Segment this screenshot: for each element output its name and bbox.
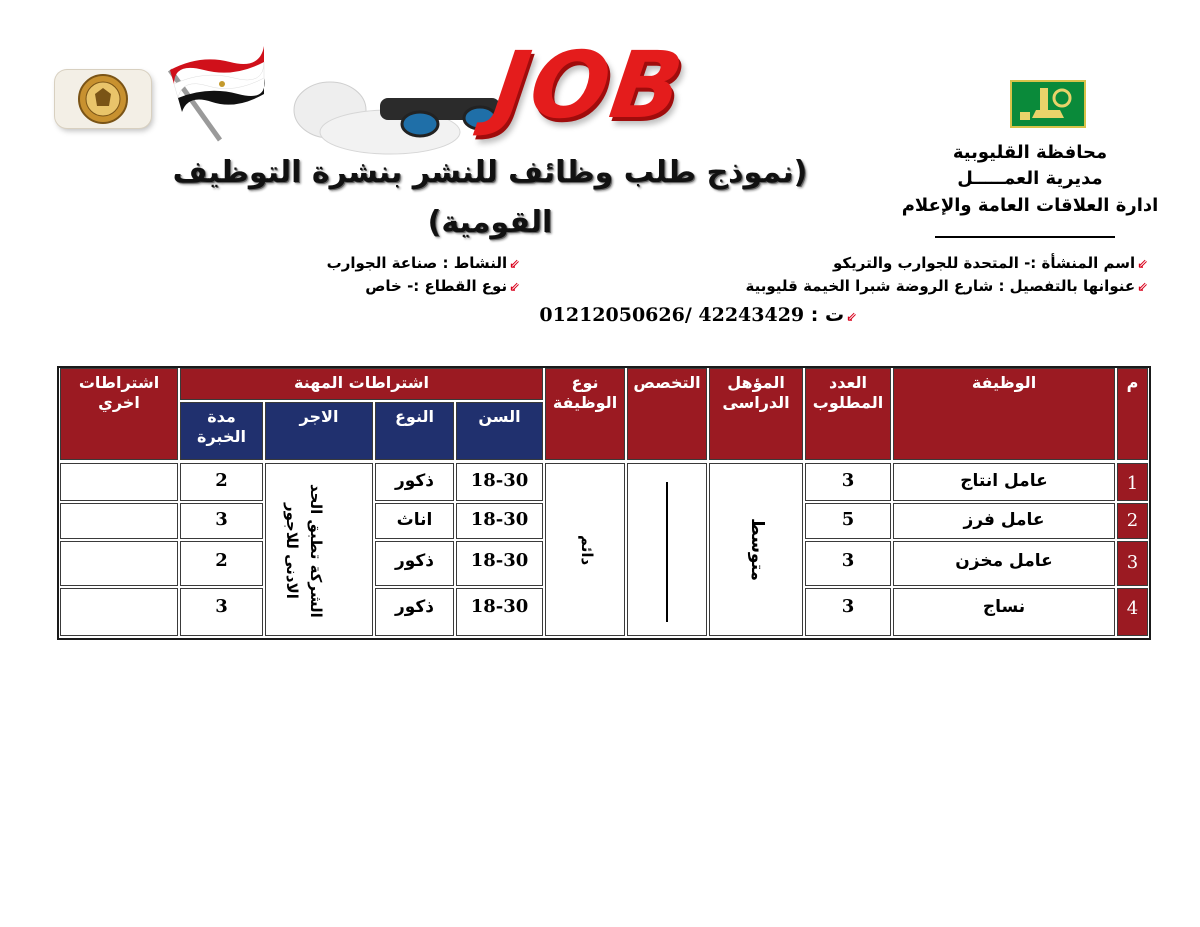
- row-other: [60, 588, 178, 636]
- row-index: 1: [1117, 463, 1148, 501]
- merged-job-type: [545, 463, 625, 636]
- row-gender: ذكور: [375, 463, 454, 501]
- row-other: [60, 463, 178, 501]
- org-directorate: مديرية العمـــــل: [957, 168, 1103, 189]
- bullet-arrow-icon: ⇙: [846, 310, 857, 325]
- row-count: 5: [805, 503, 891, 539]
- binoculars-figure-icon: [270, 70, 520, 160]
- header-gender: النوع: [375, 402, 454, 460]
- row-count: 3: [805, 463, 891, 501]
- row-age: 18-30: [456, 503, 543, 539]
- bullet-arrow-icon: ⇙: [1137, 257, 1148, 272]
- row-job: نساج: [893, 588, 1115, 636]
- merged-qualification: [709, 463, 803, 636]
- row-age: 18-30: [456, 541, 543, 586]
- egypt-flag-icon: [160, 40, 270, 145]
- row-index: 2: [1117, 503, 1148, 539]
- bullet-arrow-icon: ⇙: [1137, 280, 1148, 295]
- row-age: 18-30: [456, 588, 543, 636]
- governorate-logo: [1010, 80, 1086, 128]
- row-experience: 2: [180, 463, 263, 501]
- header-other: اشتراطات اخري: [60, 368, 178, 460]
- row-count: 3: [805, 588, 891, 636]
- row-index: 4: [1117, 588, 1148, 636]
- row-job: عامل انتاج: [893, 463, 1115, 501]
- header-qualification: المؤهل الدراسى: [709, 368, 803, 460]
- row-gender: ذكور: [375, 588, 454, 636]
- phone-numbers: 01212050626/ 42243429: [539, 304, 805, 326]
- establishment-phone: ⇙ت : 01212050626/ 42243429: [539, 304, 857, 326]
- header-count: العدد المطلوب: [805, 368, 891, 460]
- wage-value: الشركة تطبق الحد الادنى للاجور: [283, 484, 325, 618]
- row-experience: 3: [180, 588, 263, 636]
- row-experience: 2: [180, 541, 263, 586]
- bullet-arrow-icon: ⇙: [509, 257, 520, 272]
- qualification-value: متوسط: [747, 518, 767, 582]
- governorate-emblem-icon: [1012, 82, 1084, 126]
- header-job: الوظيفة: [893, 368, 1115, 460]
- row-gender: ذكور: [375, 541, 454, 586]
- row-other: [60, 541, 178, 586]
- job-heading: JOB: [487, 32, 692, 139]
- header-age: السن: [456, 402, 543, 460]
- row-count: 3: [805, 541, 891, 586]
- merged-wage: [265, 463, 373, 636]
- establishment-address: ⇙عنوانها بالتفصيل : شارع الروضة شبرا الخيمة قليوبية: [745, 277, 1148, 295]
- row-gender: اناث: [375, 503, 454, 539]
- divider: [935, 236, 1115, 238]
- row-job: عامل فرز: [893, 503, 1115, 539]
- header-requirements: اشتراطات المهنة: [180, 368, 543, 400]
- empty-dash-line: [666, 482, 668, 622]
- establishment-name: ⇙اسم المنشأة :- المتحدة للجوارب والتريكو: [832, 254, 1148, 272]
- merged-specialization: [627, 463, 707, 636]
- header-wage: الاجر: [265, 402, 373, 460]
- header-job-type: نوع الوظيفة: [545, 368, 625, 460]
- org-department: ادارة العلاقات العامة والإعلام: [901, 195, 1159, 216]
- row-experience: 3: [180, 503, 263, 539]
- establishment-sector: ⇙نوع القطاع :- خاص: [365, 277, 520, 295]
- row-job: عامل مخزن: [893, 541, 1115, 586]
- header-specialization: التخصص: [627, 368, 707, 460]
- row-age: 18-30: [456, 463, 543, 501]
- job-type-value: دائم: [578, 534, 596, 566]
- row-index: 3: [1117, 541, 1148, 586]
- org-governorate: محافظة القليوبية: [952, 142, 1108, 163]
- form-title: (نموذج طلب وظائف للنشر بنشرة التوظيف القومية): [172, 155, 808, 240]
- establishment-activity: ⇙النشاط : صناعة الجوارب: [326, 254, 520, 272]
- header-experience: مدة الخبرة: [180, 402, 263, 460]
- bullet-arrow-icon: ⇙: [509, 280, 520, 295]
- ministry-seal-logo: [55, 70, 151, 128]
- eagle-emblem-icon: [55, 70, 151, 128]
- header-index: م: [1117, 368, 1148, 460]
- row-other: [60, 503, 178, 539]
